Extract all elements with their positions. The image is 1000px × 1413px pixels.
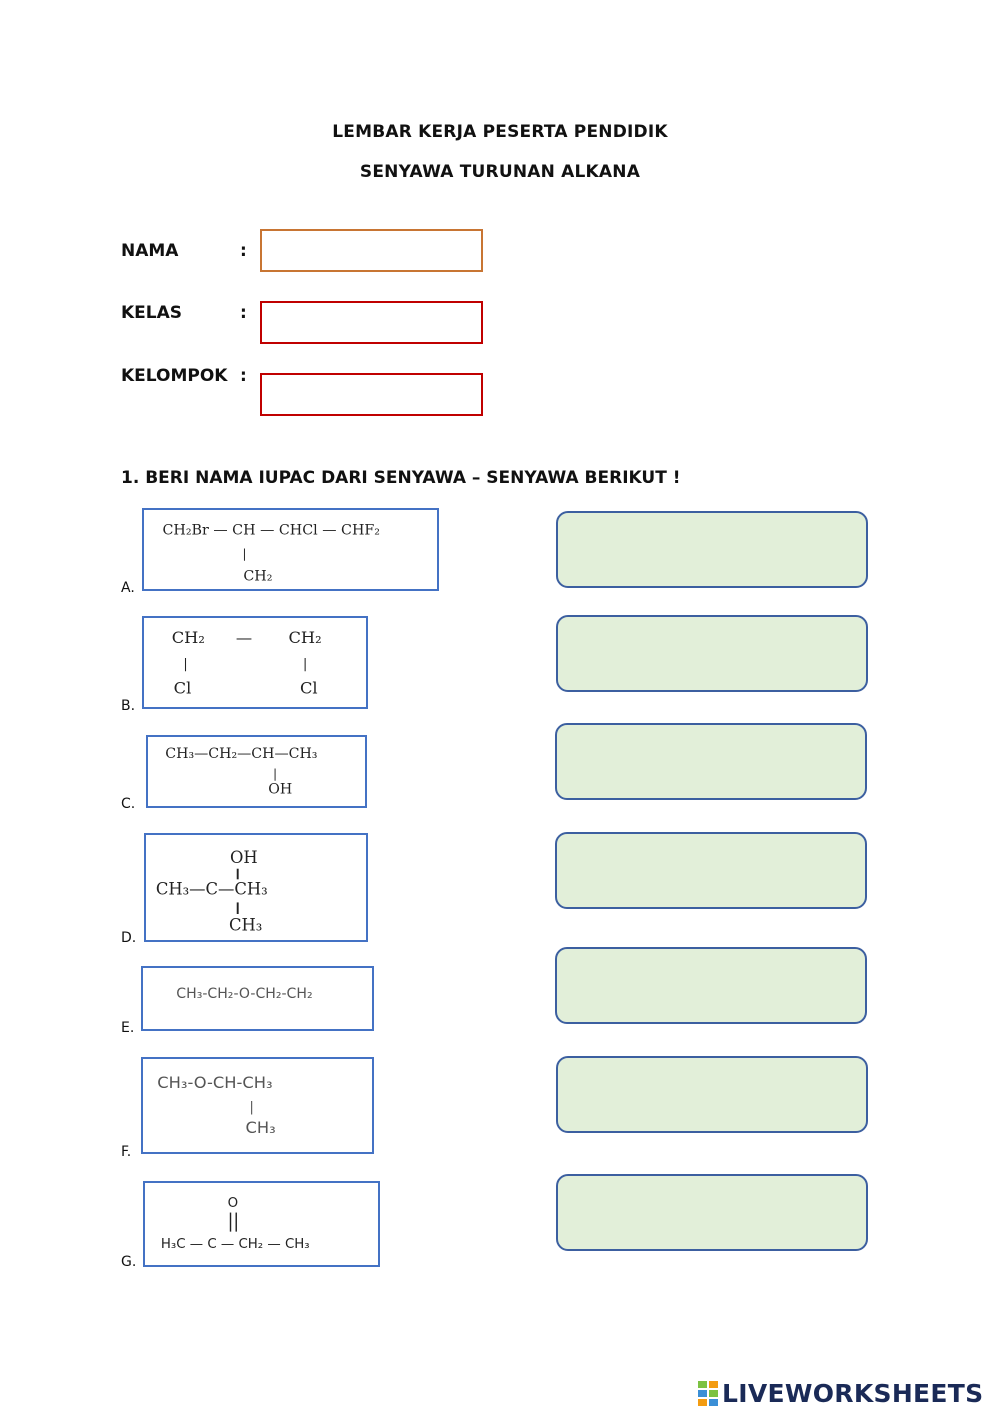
answer-box-d[interactable] xyxy=(555,832,867,909)
class-label: KELAS xyxy=(121,303,183,323)
formula-g-oxygen: O xyxy=(227,1195,239,1211)
formula-e xyxy=(141,966,374,1031)
liveworksheets-logo xyxy=(697,1377,983,1409)
formula-g-main: H₃C — C — CH₂ — CH₃ xyxy=(160,1236,310,1252)
item-letter-g: G. xyxy=(121,1254,137,1270)
name-input[interactable] xyxy=(262,231,481,270)
formula-g xyxy=(143,1181,380,1267)
question-1: 1. BERI NAMA IUPAC DARI SENYAWA – SENYAWA BERIKUT ! xyxy=(121,468,681,488)
formula-b xyxy=(142,616,368,709)
liveworksheets-logo-text: LIVEWORKSHEETS xyxy=(722,1378,984,1408)
formula-d-main: CH₃—C—CH₃ xyxy=(155,879,268,899)
class-input[interactable] xyxy=(262,303,481,342)
name-field[interactable] xyxy=(260,229,483,272)
formula-f-bond: | xyxy=(249,1099,254,1115)
formula-d xyxy=(144,833,368,942)
formula-b-bond: — xyxy=(235,627,253,647)
class-colon: : xyxy=(240,303,247,323)
formula-a-main: CH₂Br — CH — CHCl — CHF₂ xyxy=(162,522,381,539)
group-colon: : xyxy=(240,366,247,386)
item-letter-f: F. xyxy=(121,1144,132,1160)
formula-b-right: CH₂ xyxy=(288,627,322,647)
answer-input-g[interactable] xyxy=(558,1176,866,1249)
formula-d-oh: OH xyxy=(229,847,258,867)
item-letter-d: D. xyxy=(121,930,137,946)
formula-b-vbond-left: | xyxy=(183,656,188,672)
formula-b-cl-left: Cl xyxy=(173,678,192,698)
answer-input-e[interactable] xyxy=(557,949,865,1022)
formula-f xyxy=(141,1057,374,1154)
name-colon: : xyxy=(240,241,247,261)
formula-b-cl-right: Cl xyxy=(299,678,318,698)
item-letter-c: C. xyxy=(121,796,136,812)
answer-box-b[interactable] xyxy=(556,615,868,692)
worksheet-title: LEMBAR KERJA PESERTA PENDIDIK xyxy=(332,122,668,142)
item-letter-a: A. xyxy=(121,580,135,596)
liveworksheets-logo-icon xyxy=(697,1379,719,1407)
formula-e-main: CH₃-CH₂-O-CH₂-CH₂ xyxy=(176,986,313,1003)
formula-a xyxy=(142,508,439,591)
formula-b-vbond-right: | xyxy=(302,656,308,672)
answer-input-d[interactable] xyxy=(557,834,865,907)
answer-input-f[interactable] xyxy=(558,1058,866,1131)
formula-a-bond: | xyxy=(242,546,247,561)
formula-f-main: CH₃-O-CH-CH₃ xyxy=(157,1072,273,1092)
answer-input-a[interactable] xyxy=(558,513,866,586)
answer-input-c[interactable] xyxy=(557,725,865,798)
formula-c-bond: | xyxy=(273,766,278,781)
group-input[interactable] xyxy=(262,375,481,414)
formula-a-branch: CH₂ xyxy=(243,568,273,585)
formula-c-main: CH₃—CH₂—CH—CH₃ xyxy=(165,745,318,762)
worksheet-subtitle: SENYAWA TURUNAN ALKANA xyxy=(359,162,641,182)
group-field[interactable] xyxy=(260,373,483,416)
group-label: KELOMPOK xyxy=(121,366,228,386)
answer-box-e[interactable] xyxy=(555,947,867,1024)
answer-box-a[interactable] xyxy=(556,511,868,588)
formula-c-oh: OH xyxy=(268,781,293,798)
formula-d-ch3: CH₃ xyxy=(229,915,263,935)
answer-input-b[interactable] xyxy=(558,617,866,690)
formula-f-branch: CH₃ xyxy=(245,1117,276,1137)
name-label: NAMA xyxy=(121,241,179,261)
formula-b-left: CH₂ xyxy=(171,627,205,647)
answer-box-g[interactable] xyxy=(556,1174,868,1251)
item-letter-b: B. xyxy=(121,698,136,714)
class-field[interactable] xyxy=(260,301,483,344)
item-letter-e: E. xyxy=(121,1020,135,1036)
answer-box-c[interactable] xyxy=(555,723,867,800)
answer-box-f[interactable] xyxy=(556,1056,868,1133)
formula-c xyxy=(146,735,367,808)
